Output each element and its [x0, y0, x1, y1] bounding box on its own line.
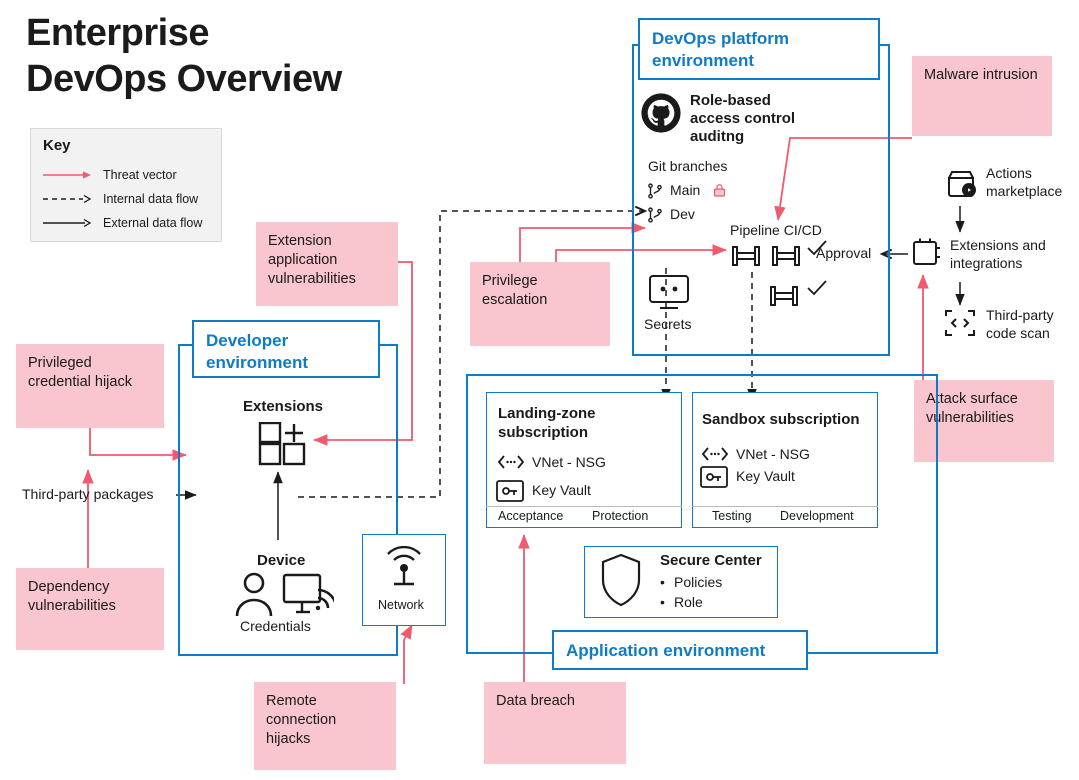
devops-platform-title: DevOps platform environment: [638, 18, 880, 80]
network-icon: [380, 546, 428, 593]
shield-icon: [598, 552, 644, 615]
secrets-label: Secrets: [644, 316, 692, 332]
secure-center-bullet-role: [660, 594, 703, 610]
internal-data-flow-line-icon: [43, 193, 95, 205]
extensions-integrations-label: Extensions and integrations: [950, 237, 1046, 271]
branch-label-dev: Dev: [670, 206, 695, 222]
threat-privileged-credential-hijack-label: Privileged credential hijack: [28, 355, 132, 390]
credentials-label: Credentials: [240, 618, 311, 634]
user-icon: [232, 570, 276, 623]
threat-attack-surface-vulnerabilities-label: Attack surface vulnerabilities: [926, 391, 1018, 426]
key-vault-icon-landing-zone: [496, 480, 524, 507]
pipeline-stage-icon-2: [770, 242, 802, 275]
landing-zone-footer-acceptance: Acceptance: [498, 509, 564, 523]
legend-label-internal-data-flow: Internal data flow: [103, 192, 199, 206]
landing-zone-item-vnet: VNet - NSG: [532, 454, 606, 470]
actions-marketplace-icon: [944, 166, 978, 205]
third-party-packages-label: Third-party packages: [22, 486, 154, 502]
third-party-code-scan-label: Third-party code scan: [986, 307, 1054, 341]
lock-icon: [712, 182, 727, 203]
threat-remote-connection-hijacks: [254, 682, 396, 770]
pipeline-label: Pipeline CI/CD: [730, 222, 822, 238]
legend-label-threat-vector: Threat vector: [103, 168, 177, 182]
key-vault-icon-sandbox: [700, 466, 728, 493]
bullet-dot-role: •: [660, 594, 665, 610]
sandbox-item-vnet: VNet - NSG: [736, 446, 810, 462]
external-data-flow-line-icon: [43, 217, 95, 229]
rbac-label: Role-based access control auditng: [690, 92, 796, 145]
extensions-integrations-icon: [910, 236, 942, 273]
vnet-icon-landing-zone: [498, 454, 524, 475]
extensions-label: Extensions: [243, 398, 324, 415]
device-label: Device: [257, 552, 306, 569]
extensions-icon: [256, 422, 308, 477]
legend: [30, 128, 222, 242]
threat-extension-application-vulnerabilities-label: Extension application vulnerabilities: [268, 233, 356, 287]
sandbox-divider: [692, 506, 878, 507]
threat-malware-intrusion-label: Malware intrusion: [924, 67, 1038, 83]
github-icon: [640, 92, 682, 139]
secure-center-title: Secure Center: [660, 552, 762, 569]
threat-extension-application-vulnerabilities: [256, 222, 398, 306]
landing-zone-item-key-vault: Key Vault: [532, 482, 591, 498]
sandbox-footer-development: Development: [780, 509, 854, 523]
vnet-icon-sandbox: [702, 446, 728, 467]
page-title-line2: DevOps Overview: [26, 58, 342, 100]
page-title-line1: Enterprise: [26, 12, 209, 54]
secure-center-bullet-policies: [660, 574, 722, 590]
threat-dependency-vulnerabilities-label: Dependency vulnerabilities: [28, 579, 116, 614]
sandbox-title: Sandbox subscription: [702, 411, 860, 428]
page-title: [26, 10, 446, 102]
developer-environment-title: Developer environment: [192, 320, 380, 378]
threat-vector-line-icon: [43, 169, 95, 181]
threat-data-breach-label: Data breach: [496, 693, 575, 709]
sandbox-footer-testing: Testing: [712, 509, 752, 523]
landing-zone-footer-protection: Protection: [592, 509, 649, 523]
secrets-icon: [646, 272, 692, 317]
branch-icon-main: [646, 182, 664, 205]
legend-title: Key: [43, 137, 71, 154]
approval-label: Approval: [816, 245, 872, 261]
git-branches-label: Git branches: [648, 158, 728, 174]
secure-center-bullet-policies-label: Policies: [674, 574, 723, 590]
threat-privilege-escalation: [470, 262, 610, 346]
threat-dependency-vulnerabilities: [16, 568, 164, 650]
threat-malware-intrusion: [912, 56, 1052, 136]
legend-label-external-data-flow: External data flow: [103, 216, 203, 230]
application-environment-title: Application environment: [552, 630, 808, 670]
pipeline-stage-icon-3: [768, 282, 800, 315]
actions-marketplace-label: Actions marketplace: [986, 165, 1063, 199]
device-monitor-icon: [282, 572, 334, 623]
threat-privileged-credential-hijack: [16, 344, 164, 428]
bullet-dot-policies: •: [660, 574, 665, 590]
network-label: Network: [378, 598, 424, 612]
branch-label-main: Main: [670, 182, 701, 198]
branch-icon-dev: [646, 206, 664, 229]
threat-privilege-escalation-label: Privilege escalation: [482, 273, 548, 308]
sandbox-item-key-vault: Key Vault: [736, 468, 795, 484]
third-party-code-scan-icon: [944, 308, 976, 343]
secure-center-bullet-role-label: Role: [674, 594, 703, 610]
approval-check-icon-2: [806, 278, 828, 303]
pipeline-stage-icon-1: [730, 242, 762, 275]
landing-zone-title: Landing-zone subscription: [498, 405, 596, 441]
threat-data-breach: [484, 682, 626, 764]
landing-zone-divider: [486, 506, 682, 507]
threat-remote-connection-hijacks-label: Remote connection hijacks: [266, 693, 337, 747]
